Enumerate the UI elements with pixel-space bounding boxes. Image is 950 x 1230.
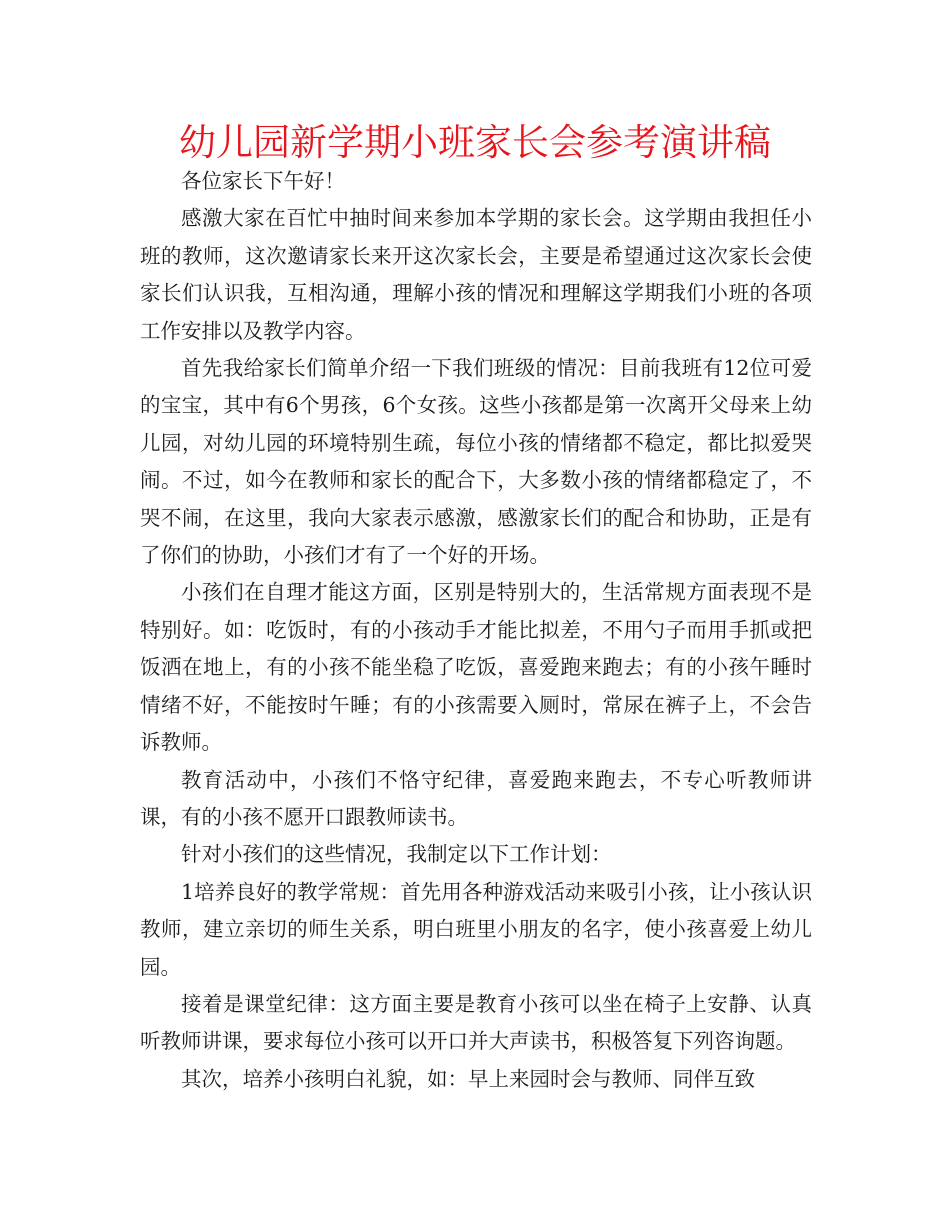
paragraph: 感激大家在百忙中抽时间来参加本学期的家长会。这学期由我担任小班的教师，这次邀请家长来开这次家长会，主要是希望通过这次家长会使家长们认识我，互相沟通，理解小孩的情况和理解这学期我们小班的各项工作安排以及教学内容。 — [140, 206, 812, 343]
paragraph: 教育活动中，小孩们不恪守纪律，喜爱跑来跑去，不专心听教师讲课，有的小孩不愿开口跟教师读书。 — [140, 767, 812, 829]
paragraph: 小孩们在自理才能这方面，区别是特别大的，生活常规方面表现不是特别好。如：吃饭时，有的小孩动手才能比拟差，不用勺子而用手抓或把饭洒在地上，有的小孩不能坐稳了吃饭，喜爱跑来跑去；有的小孩午睡时情绪不好，不能按时午睡；有的小孩需要入厕时，常尿在裤子上，不会告诉教师。 — [140, 580, 812, 755]
paragraph: 1培养良好的教学常规：首先用各种游戏活动来吸引小孩，让小孩认识教师，建立亲切的师生关系，明白班里小朋友的名字，使小孩喜爱上幼儿园。 — [140, 879, 812, 979]
document-body — [140, 163, 812, 1098]
paragraph: 首先我给家长们简单介绍一下我们班级的情况：目前我班有12位可爱的宝宝，其中有6个男孩，6个女孩。这些小孩都是第一次离开父母来上幼儿园，对幼儿园的环境特别生疏，每位小孩的情绪都不稳定，都比拟爱哭闹。不过，如今在教师和家长的配合下，大多数小孩的情绪都稳定了，不哭不闹，在这里，我向大家表示感激，感激家长们的配合和协助，正是有了你们的协助，小孩们才有了一个好的开场。 — [140, 356, 812, 568]
paragraph: 针对小孩们的这些情况，我制定以下工作计划： — [181, 842, 612, 867]
paragraph-greeting: 各位家长下午好！ — [181, 169, 345, 193]
paragraph: 接着是课堂纪律：这方面主要是教育小孩可以坐在椅子上安静、认真听教师讲课，要求每位小孩可以开口并大声读书，积极答复下列咨询题。 — [140, 991, 812, 1054]
paragraph: 其次，培养小孩明白礼貌，如：早上来园时会与教师、同伴互致 — [181, 1066, 755, 1091]
document-title: 幼儿园新学期小班家长会参考演讲稿 — [179, 121, 771, 164]
